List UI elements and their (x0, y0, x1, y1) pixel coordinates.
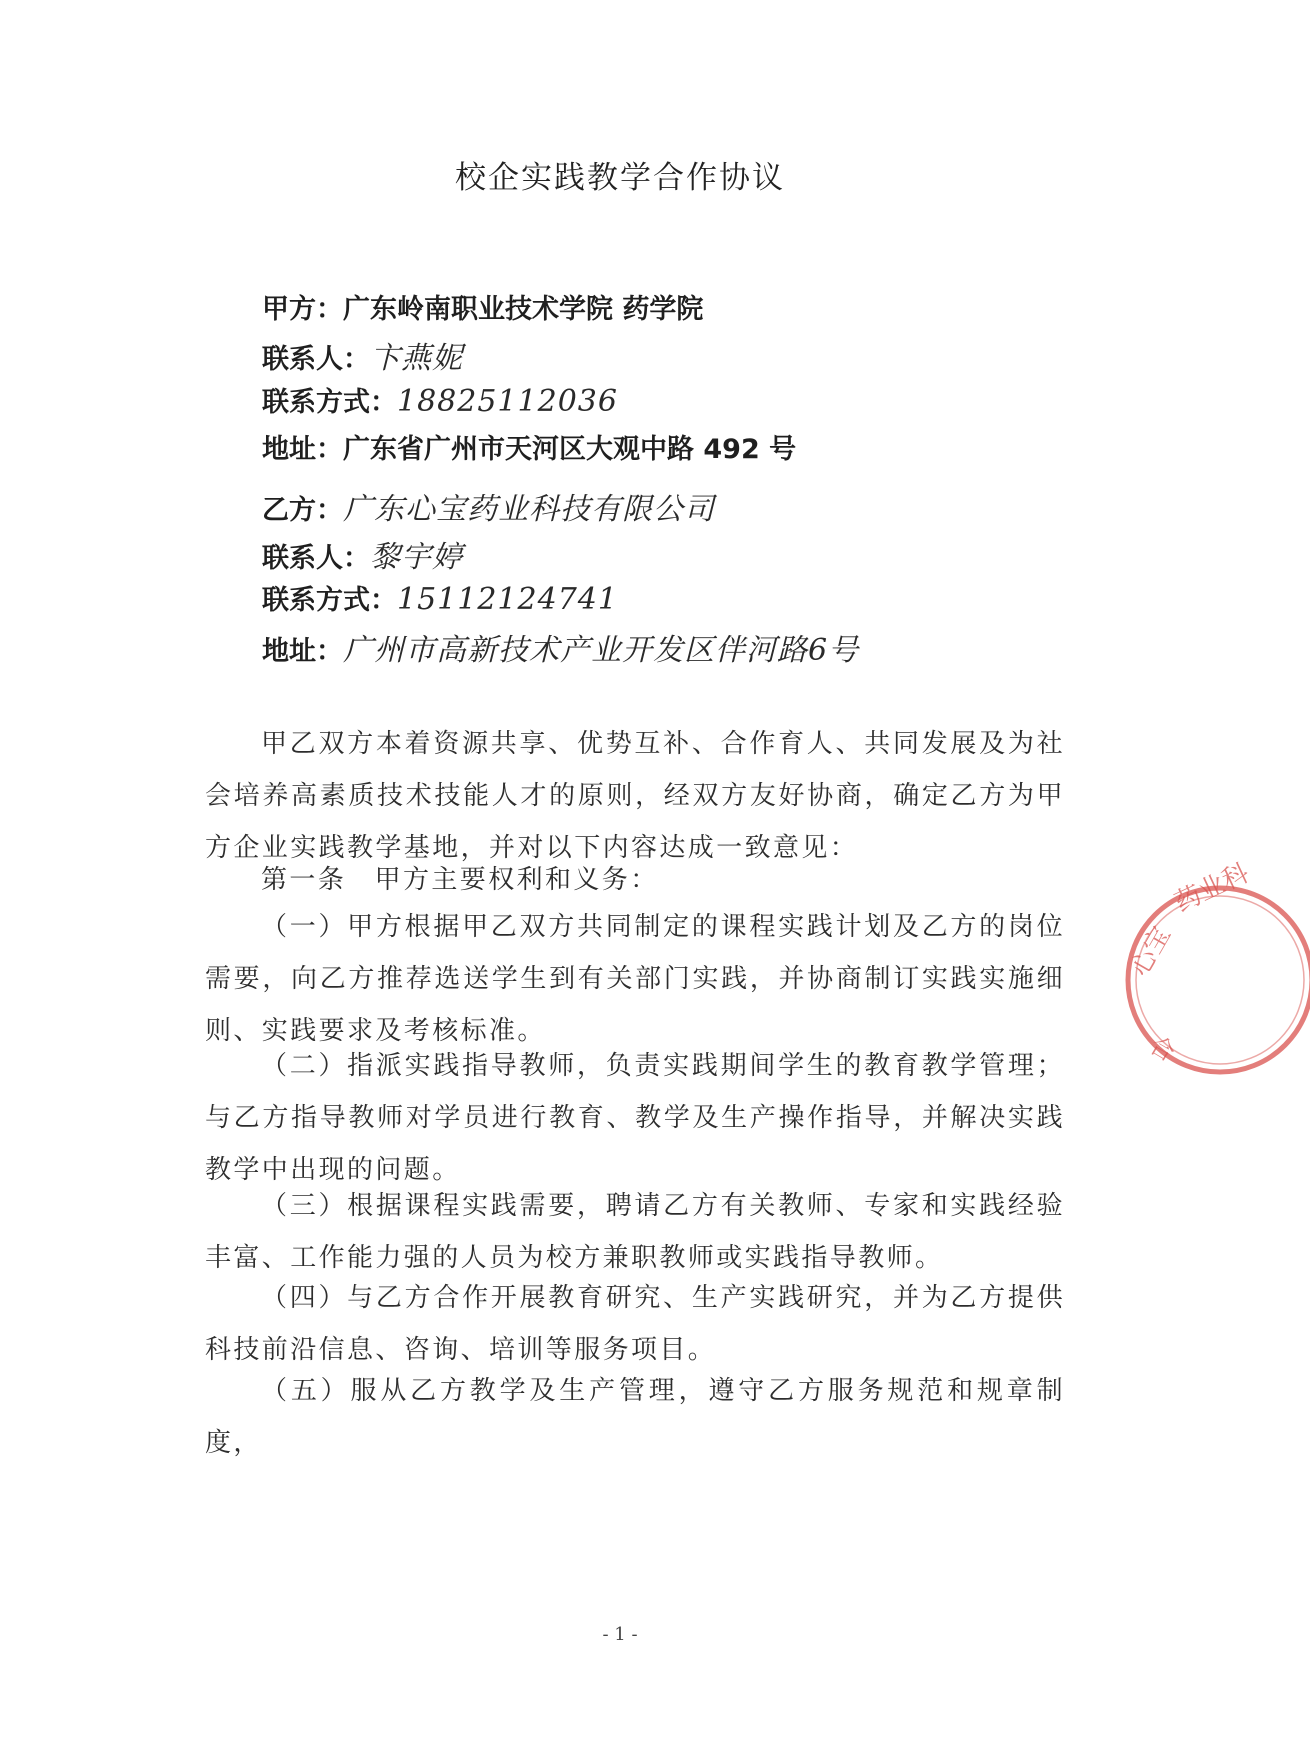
party-a-phone-label: 联系方式： (262, 387, 397, 418)
paragraph-clause-5: （五）服从乙方教学及生产管理，遵守乙方服务规范和规章制度， (205, 1376, 1065, 1458)
party-a-address: 广东省广州市天河区大观中路 492 号 (343, 434, 797, 465)
party-a-name-label: 甲方： (262, 294, 343, 325)
party-a-name-line (262, 287, 703, 326)
page-number: - 1 - (602, 1624, 638, 1645)
party-b-name-label: 乙方： (262, 495, 343, 526)
party-a-phone-handwritten: 18825112036 (397, 384, 618, 419)
paragraph-clause-2: （二）指派实践指导教师，负责实践期间学生的教育教学管理；与乙方指导教师对学员进行教育、教学及生产操作指导，并解决实践教学中出现的问题。 (205, 1051, 1065, 1185)
party-b-phone-label: 联系方式： (262, 585, 397, 616)
party-a-address-line (262, 427, 796, 466)
party-b-address-handwritten: 广州市高新技术产业开发区伴河路6号 (343, 633, 860, 668)
party-a-phone-line (262, 380, 618, 419)
company-seal-icon (1120, 860, 1310, 1100)
party-b-name-line (262, 484, 715, 528)
paragraph-intro: 甲乙双方本着资源共享、优势互补、合作育人、共同发展及为社会培养高素质技术技能人才的原则，经双方友好协商，确定乙方为甲方企业实践教学基地，并对以下内容达成一致意见： (205, 729, 1065, 863)
party-a-name: 广东岭南职业技术学院 药学院 (343, 294, 704, 325)
party-a-contact-line (262, 333, 463, 377)
party-b-contact-handwritten: 黎宇婷 (370, 540, 463, 575)
party-a-address-label: 地址： (262, 434, 343, 465)
party-b-contact-line (262, 532, 463, 576)
party-b-address-label: 地址： (262, 636, 343, 667)
paragraph-article-1-heading: 第一条 甲方主要权利和义务： (261, 865, 659, 895)
party-b-name-handwritten: 广东心宝药业科技有限公司 (343, 492, 715, 527)
paragraph-clause-1: （一）甲方根据甲乙双方共同制定的课程实践计划及乙方的岗位需要，向乙方推荐选送学生到有关部门实践，并协商制订实践实施细则、实践要求及考核标准。 (205, 912, 1065, 1046)
svg-text:合: 合 (1145, 1030, 1180, 1068)
party-b-phone-line (262, 578, 618, 617)
paragraph-clause-3: （三）根据课程实践需要，聘请乙方有关教师、专家和实践经验丰富、工作能力强的人员为校方兼职教师或实践指导教师。 (205, 1191, 1065, 1273)
party-a-contact-label: 联系人： (262, 344, 370, 375)
party-a-contact-handwritten: 卞燕妮 (370, 341, 463, 376)
party-b-address-line (262, 625, 859, 669)
document-title: 校企实践教学合作协议 (455, 160, 785, 196)
svg-text:心宝: 心宝 (1125, 921, 1178, 982)
party-b-phone-handwritten: 15112124741 (397, 582, 618, 617)
paragraph-clause-4: （四）与乙方合作开展教育研究、生产实践研究，并为乙方提供科技前沿信息、咨询、培训等服务项目。 (205, 1283, 1065, 1365)
party-b-contact-label: 联系人： (262, 543, 370, 574)
svg-text:药业科: 药业科 (1170, 858, 1254, 919)
